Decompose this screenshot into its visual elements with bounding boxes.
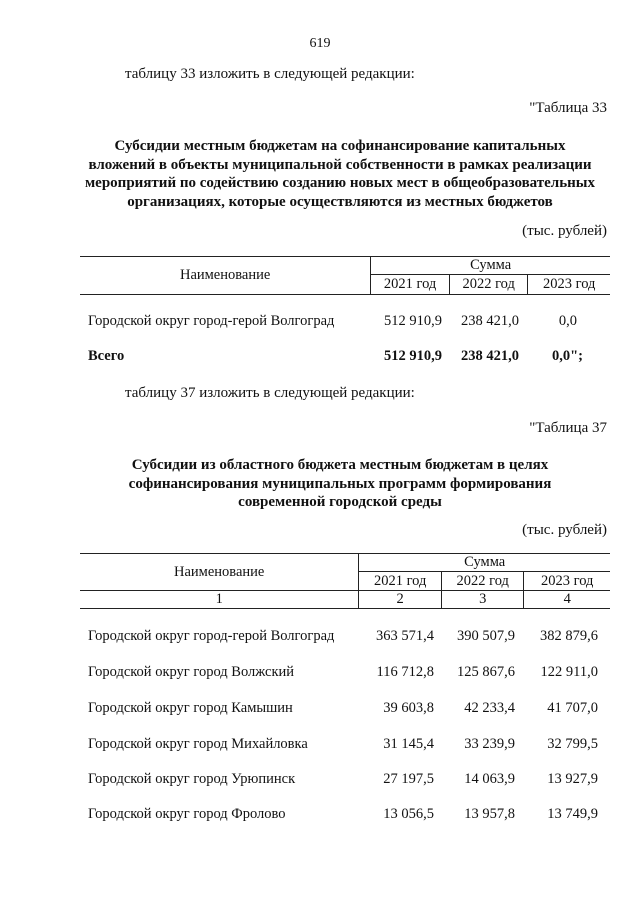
column-header-year: 2022 год	[441, 572, 524, 591]
column-header-year: 2023 год	[528, 275, 610, 295]
value-2021: 512 910,9	[384, 313, 442, 329]
column-header-name: Наименование	[80, 554, 359, 591]
row-name: Городской округ город-герой Волгоград	[88, 313, 335, 329]
value-2022: 390 507,9	[457, 628, 515, 644]
row-name: Городской округ город Камышин	[88, 700, 293, 716]
value-2023: 382 879,6	[540, 628, 598, 644]
value-2023: 0,0	[558, 313, 577, 329]
heading-line: организациях, которые осуществляются из местных бюджетов	[127, 193, 553, 210]
value-2022: 125 867,6	[457, 664, 515, 680]
column-header-year: 2022 год	[449, 275, 528, 295]
value-2021: 39 603,8	[383, 700, 434, 716]
column-header-year: 2021 год	[371, 275, 450, 295]
amendment-intro-33: таблицу 33 изложить в следующей редакции:	[125, 66, 415, 82]
units-label-33: (тыс. рублей)	[522, 223, 607, 239]
value-2021: 27 197,5	[383, 771, 434, 787]
units-label-37: (тыс. рублей)	[522, 522, 607, 538]
table-37-heading	[70, 456, 610, 512]
value-2021: 31 145,4	[383, 736, 434, 752]
value-2023: 41 707,0	[547, 700, 598, 716]
row-name: Городской округ город Михайловка	[88, 736, 308, 752]
value-2022: 238 421,0	[461, 313, 519, 329]
row-name: Городской округ город Волжский	[88, 664, 295, 680]
heading-line: Субсидии из областного бюджета местным бюджетам в целях	[131, 457, 549, 473]
column-header-year: 2023 год	[524, 572, 610, 591]
amendment-intro-37: таблицу 37 изложить в следующей редакции:	[125, 385, 415, 401]
table-label-37: "Таблица 37	[529, 420, 607, 436]
value-2021: 363 571,4	[376, 628, 434, 644]
total-2022: 238 421,0	[461, 348, 519, 364]
heading-line: современной городской среды	[238, 494, 442, 510]
column-number: 4	[524, 591, 610, 609]
table-37-header	[80, 553, 610, 609]
column-number: 1	[80, 591, 359, 609]
value-2023: 32 799,5	[547, 736, 598, 752]
total-2021: 512 910,9	[384, 348, 442, 364]
column-header-sum: Сумма	[371, 257, 610, 275]
column-header-year: 2021 год	[359, 572, 442, 591]
row-name: Городской округ город-герой Волгоград	[88, 628, 335, 644]
row-name: Городской округ город Фролово	[88, 806, 286, 822]
heading-line: софинансирования муниципальных программ формирования	[128, 475, 552, 492]
heading-line: Субсидии местным бюджетам на софинансирование капитальных	[114, 138, 566, 154]
column-header-name: Наименование	[80, 257, 371, 295]
page-number: 619	[309, 36, 331, 51]
heading-line: вложений в объекты муниципальной собственности в рамках реализации	[88, 156, 592, 173]
row-name: Городской округ город Урюпинск	[88, 771, 296, 787]
value-2023: 13 927,9	[547, 771, 598, 787]
column-number: 3	[441, 591, 524, 609]
value-2022: 14 063,9	[464, 771, 515, 787]
table-33-heading	[70, 137, 610, 211]
value-2023: 13 749,9	[547, 806, 598, 822]
heading-line: мероприятий по содействию созданию новых мест в общеобразовательных	[84, 175, 596, 191]
value-2021: 116 712,8	[376, 664, 434, 680]
value-2021: 13 056,5	[383, 806, 434, 822]
column-header-sum: Сумма	[359, 554, 610, 572]
table-33-header	[80, 256, 610, 295]
value-2022: 42 233,4	[464, 700, 515, 716]
total-label: Всего	[88, 348, 125, 364]
value-2022: 13 957,8	[464, 806, 515, 822]
value-2022: 33 239,9	[464, 736, 515, 752]
table-label-33: "Таблица 33	[529, 100, 607, 116]
column-number: 2	[359, 591, 442, 609]
total-2023: 0,0";	[551, 348, 583, 364]
value-2023: 122 911,0	[540, 664, 598, 680]
